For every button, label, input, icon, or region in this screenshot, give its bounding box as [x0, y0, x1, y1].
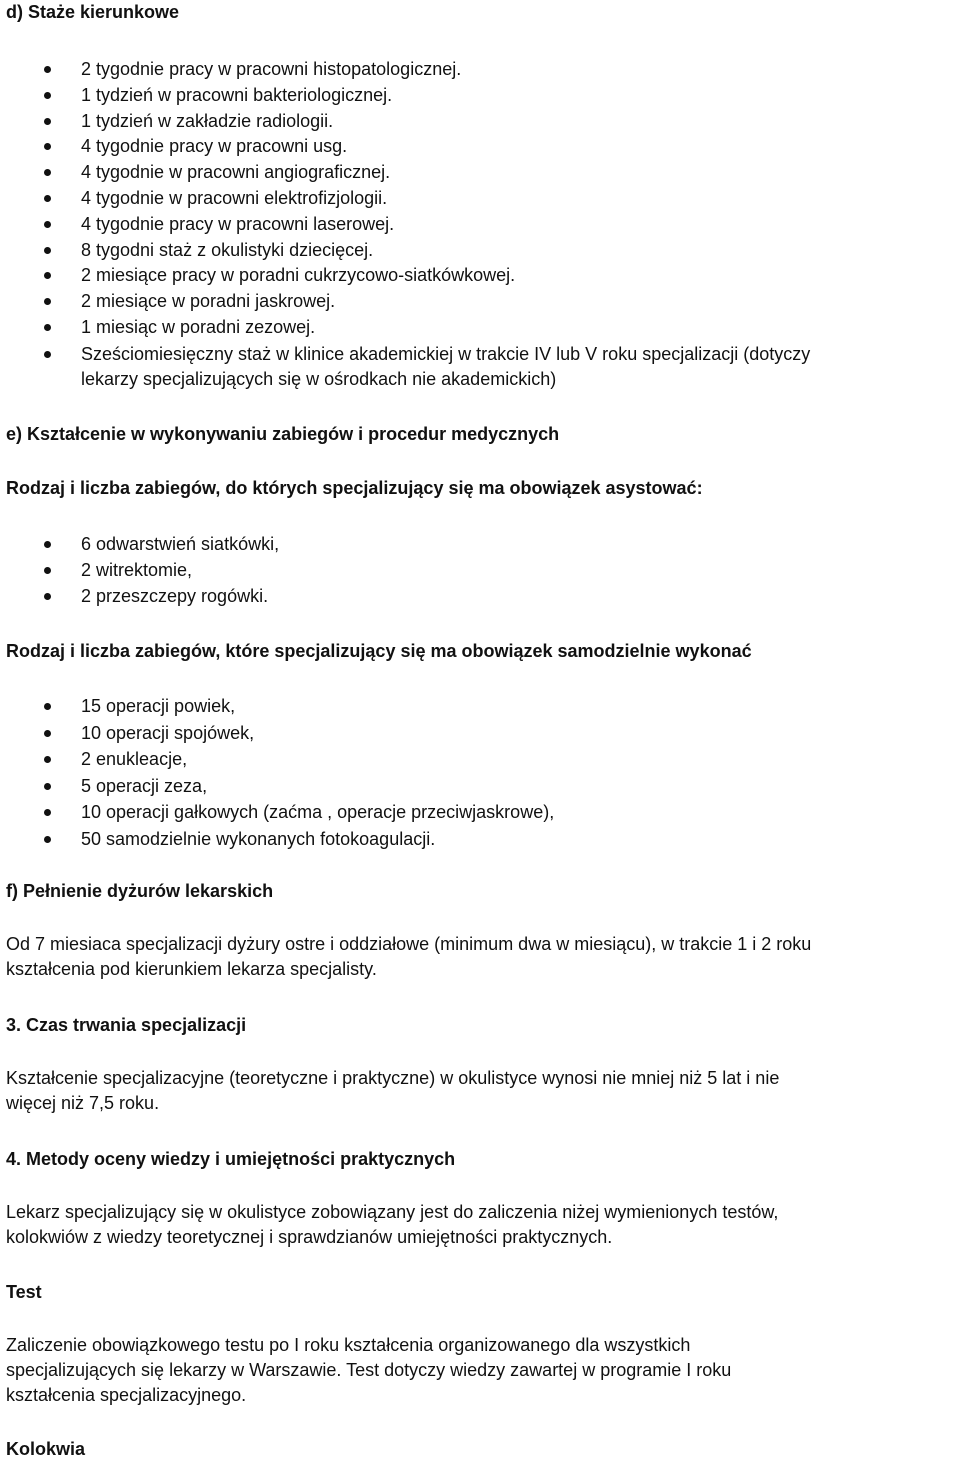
section-d-heading: d) Staże kierunkowe	[6, 2, 180, 22]
list-item: 15 operacji powiek,	[0, 695, 554, 722]
assist-heading: Rodzaj i liczba zabiegów, do których specjalizujący się ma obowiązek asystować:	[6, 478, 703, 498]
paragraph-line: Kształcenie specjalizacyjne (teoretyczne i praktyczne) w okulistyce wynosi nie mniej niż 5 lat i nie	[6, 1068, 780, 1088]
section-3-paragraph	[6, 1066, 779, 1116]
paragraph-line: więcej niż 7,5 roku.	[6, 1093, 160, 1113]
test-paragraph	[6, 1333, 731, 1408]
section-4-paragraph	[6, 1200, 778, 1250]
paragraph-line: Zaliczenie obowiązkowego testu po I roku kształcenia organizowanego dla wszystkich	[6, 1335, 691, 1355]
list-item: 1 tydzień w pracowni bakteriologicznej.	[0, 84, 810, 110]
list-item: 8 tygodni staż z okulistyki dziecięcej.	[0, 239, 810, 265]
list-item-line: Sześciomiesięczny staż w klinice akademickiej w trakcie IV lub V roku specjalizacji (dotyczy	[81, 343, 811, 364]
list-item: 1 miesiąc w poradni zezowej.	[0, 316, 810, 342]
list-item: 6 odwarstwień siatkówki,	[0, 533, 279, 559]
perform-heading: Rodzaj i liczba zabiegów, które specjalizujący się ma obowiązek samodzielnie wykonać	[6, 641, 752, 661]
paragraph-line: kształcenia specjalizacyjnego.	[6, 1385, 247, 1405]
paragraph-line: Lekarz specjalizujący się w okulistyce zobowiązany jest do zaliczenia niżej wymienionych testów,	[6, 1202, 779, 1222]
kolokwia-heading: Kolokwia	[6, 1439, 86, 1459]
list-item: 2 miesiące pracy w poradni cukrzycowo-siatkówkowej.	[0, 264, 810, 290]
list-item: 10 operacji gałkowych (zaćma , operacje przeciwjaskrowe),	[0, 801, 554, 828]
list-item: 1 tydzień w zakładzie radiologii.	[0, 110, 810, 136]
list-item: 50 samodzielnie wykonanych fotokoagulacji.	[0, 828, 554, 855]
paragraph-line: kolokwiów z wiedzy teoretycznej i sprawdzianów umiejętności praktycznych.	[6, 1227, 613, 1247]
perform-list	[0, 695, 554, 855]
list-item-line: lekarzy specjalizujących się w ośrodkach nie akademickich)	[81, 368, 557, 389]
paragraph-line: kształcenia pod kierunkiem lekarza specjalisty.	[6, 959, 377, 979]
list-item: 5 operacji zeza,	[0, 775, 554, 802]
list-item: 2 witrektomie,	[0, 559, 279, 585]
list-item: 2 tygodnie pracy w pracowni histopatologicznej.	[0, 58, 810, 84]
list-item: 2 przeszczepy rogówki.	[0, 585, 279, 611]
list-item: 2 enukleacje,	[0, 748, 554, 775]
paragraph-line: specjalizujących się lekarzy w Warszawie. Test dotyczy wiedzy zawartej w programie I roku	[6, 1360, 732, 1380]
list-item: 4 tygodnie pracy w pracowni usg.	[0, 135, 810, 161]
list-item: 10 operacji spojówek,	[0, 722, 554, 749]
section-f-heading: f) Pełnienie dyżurów lekarskich	[6, 881, 274, 901]
paragraph-line: Od 7 miesiaca specjalizacji dyżury ostre i oddziałowe (minimum dwa w miesiącu), w trakcie 1 i 2 roku	[6, 934, 812, 954]
list-item: 4 tygodnie w pracowni elektrofizjologii.	[0, 187, 810, 213]
list-item: 4 tygodnie pracy w pracowni laserowej.	[0, 213, 810, 239]
section-d-list	[0, 58, 810, 392]
list-item: 4 tygodnie w pracowni angiograficznej.	[0, 161, 810, 187]
section-f-paragraph	[6, 932, 811, 982]
list-item-wrapped	[0, 342, 810, 392]
assist-list	[0, 533, 279, 610]
list-item: 2 miesiące w poradni jaskrowej.	[0, 290, 810, 316]
section-3-heading: 3. Czas trwania specjalizacji	[6, 1015, 247, 1035]
section-4-heading: 4. Metody oceny wiedzy i umiejętności praktycznych	[6, 1149, 456, 1169]
section-e-heading: e) Kształcenie w wykonywaniu zabiegów i procedur medycznych	[6, 424, 560, 444]
test-heading: Test	[6, 1282, 42, 1302]
